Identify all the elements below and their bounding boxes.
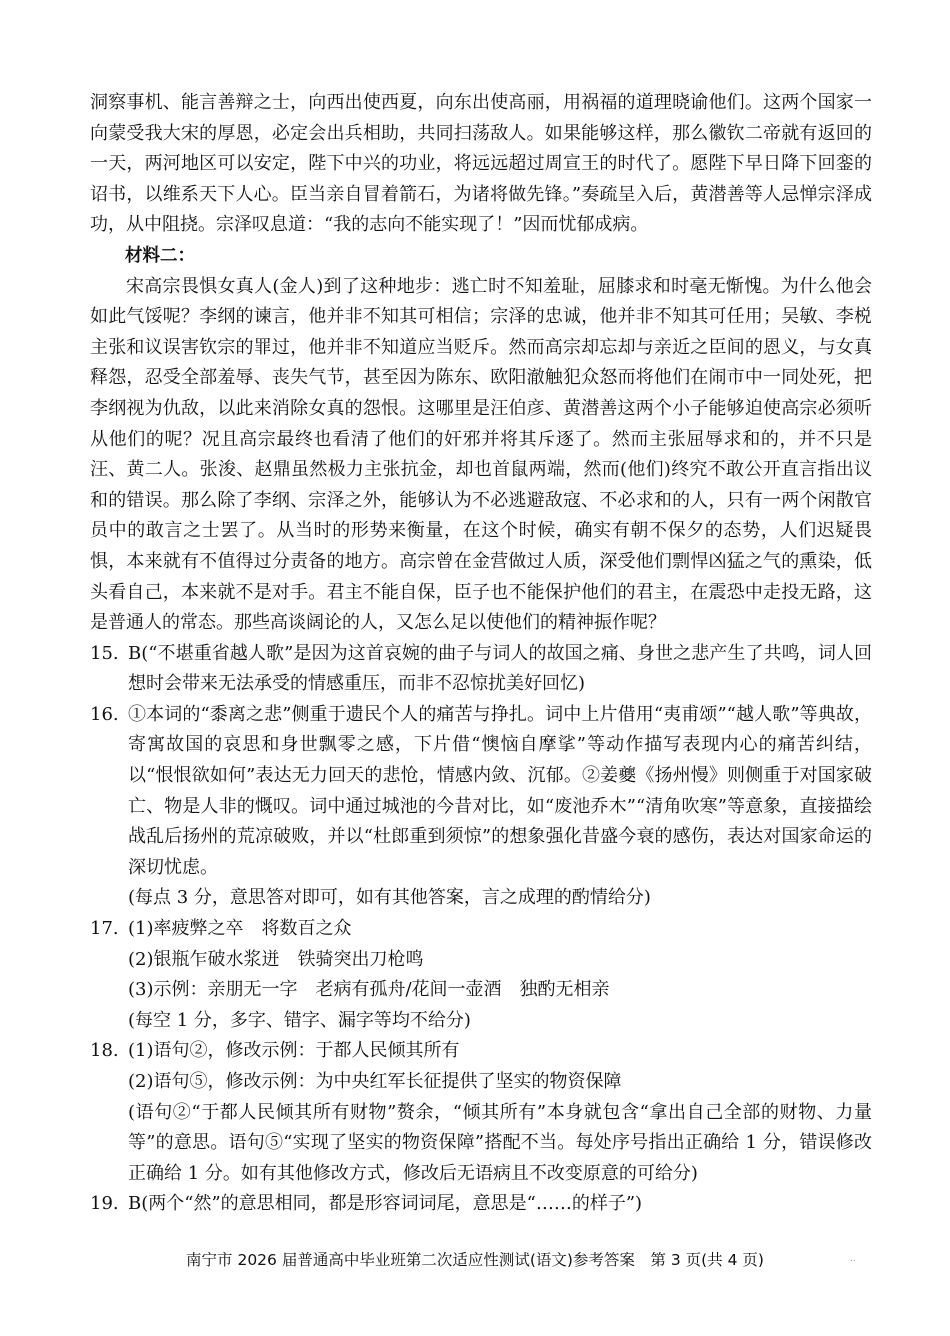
answer-18-line-1: (1)语句②，修改示例：于都人民倾其所有 [128,1040,460,1062]
material-2-heading: 材料二： [125,245,195,266]
answer-18 [90,1036,872,1067]
passage-paragraph-1: 洞察事机、能言善辩之士，向西出使西夏，向东出使高丽，用祸福的道理晓谕他们。这两个国家一向蒙受我大宋的厚恩，必定会出兵相助，共同扫荡敌人。如果能够这样，那么徽钦二帝就有返回的一天，两河地区可以安定，陛下中兴的功业，将远远超过周宣王的时代了。愿陛下早日降下回銮的诏书，以维系天下人心。臣当亲自冒着箭石，为诸将做先锋。”奏疏呈入后，黄潜善等人忌惮宗泽成功，从中阻挠。宗泽叹息道：“我的志向不能实现了！”因而忧郁成病。 [90,92,872,236]
question-number: 17. [90,918,119,940]
answer-17-line-1: (1)率疲弊之卒 将数百之众 [128,918,352,940]
page-footer: 南宁市 2026 届普通高中毕业班第二次适应性测试(语文)参考答案 第 3 页(共 4 页) [186,1251,764,1269]
answer-18-line-2: (2)语句⑤，修改示例：为中央红军长征提供了坚实的物资保障 [128,1071,622,1092]
passage-paragraph-2: 宋高宗畏惧女真人(金人)到了这种地步：逃亡时不知羞耻，屈膝求和时毫无惭愧。为什么他会如此气馁呢？李纲的谏言，他并非不知其可相信；宗泽的忠诚，他并非不知其可任用；吴敏、李棁主张和议误害钦宗的罪过，他并非不知道应当贬斥。然而高宗却忘却与亲近之臣间的恩义，与女真释怨，忍受全部羞辱、丧失气节，甚至因为陈东、欧阳澈触犯众怒而将他们在闹市中一同处死，把李纲视为仇敌，以此来消除女真的怨恨。这哪里是汪伯彦、黄潜善这两个小子能够迫使高宗必须听从他们的呢？况且高宗最终也看清了他们的奸邪并将其斥逐了。然而主张屈辱求和的，并不只是汪、黄二人。张浚、赵鼎虽然极力主张抗金，却也首鼠两端，然而(他们)终究不敢公开直言指出议和的错误。那么除了李纲、宗泽之外，能够认为不必逃避敌寇、不必求和的人，只有一两个闲散官员中的敢言之士罢了。从当时的形势来衡量，在这个时候，确实有朝不保夕的态势，人们迟疑畏惧，本来就有不值得过分责备的地方。高宗曾在金营做过人质，深受他们剽悍凶猛之气的熏染，低头看自己，本来就不是对手。君主不能自保，臣子也不能保护他们的君主，在震恐中走投无路，这是普通人的常态。那些高谈阔论的人，又怎么足以使他们的精神振作呢？ [90,275,872,634]
answer-17 [90,914,872,945]
question-number: 19. [90,1193,119,1215]
document-body [90,88,872,1220]
answer-16-scoring-note: (每点 3 分，意思答对即可，如有其他答案，言之成理的酌情给分) [128,887,651,909]
answer-text: B(两个“然”的意思相同，都是形容词词尾，意思是“……的样子”) [128,1193,643,1215]
question-number: 15. [90,642,119,664]
answer-15 [90,639,872,700]
corner-mark: .. [850,1254,856,1264]
answer-18-scoring-note: (语句②“于都人民倾其所有财物”赘余，“倾其所有”本身就包含“拿出自己全部的财物、力量等”的意思。语句⑤“实现了坚实的物资保障”搭配不当。每处序号指出正确给 1 分，错误修改正确给 1 分。如有其他修改方式，修改后无语病且不改变原意的可给分) [128,1101,872,1184]
answer-17-line-3: (3)示例：亲朋无一字 老病有孤舟/花间一壶酒 独酌无相亲 [128,979,610,1001]
answer-19 [90,1189,872,1220]
answer-17-line-2: (2)银瓶乍破水浆迸 铁骑突出刀枪鸣 [128,948,424,970]
answer-17-scoring-note: (每空 1 分，多字、错字、漏字等均不给分) [128,1009,471,1031]
answer-16 [90,700,872,884]
answer-text: ①本词的“黍离之悲”侧重于遗民个人的痛苦与挣扎。词中上片借用“夷甫颂”“越人歌”等典故，寄寓故国的哀思和身世飘零之感，下片借“懊恼自摩挲”等动作描写表现内心的痛苦纠结，以“恨恨欲如何”表达无力回天的悲怆，情感内敛、沉郁。②姜夔《扬州慢》则侧重于对国家破亡、物是人非的慨叹。词中通过城池的今昔对比，如“废池乔木”“清角吹寒”等意象，直接描绘战乱后扬州的荒凉破败，并以“杜郎重到须惊”的想象强化昔盛今衰的感伤，表达对国家命运的深切忧虑。 [128,703,872,878]
question-number: 18. [90,1040,119,1062]
question-number: 16. [90,703,119,725]
answer-text: B(“不堪重省越人歌”是因为这首哀婉的曲子与词人的故国之痛、身世之悲产生了共鸣，词人回想时会带来无法承受的情感重压，而非不忍惊扰美好回忆) [128,642,872,695]
